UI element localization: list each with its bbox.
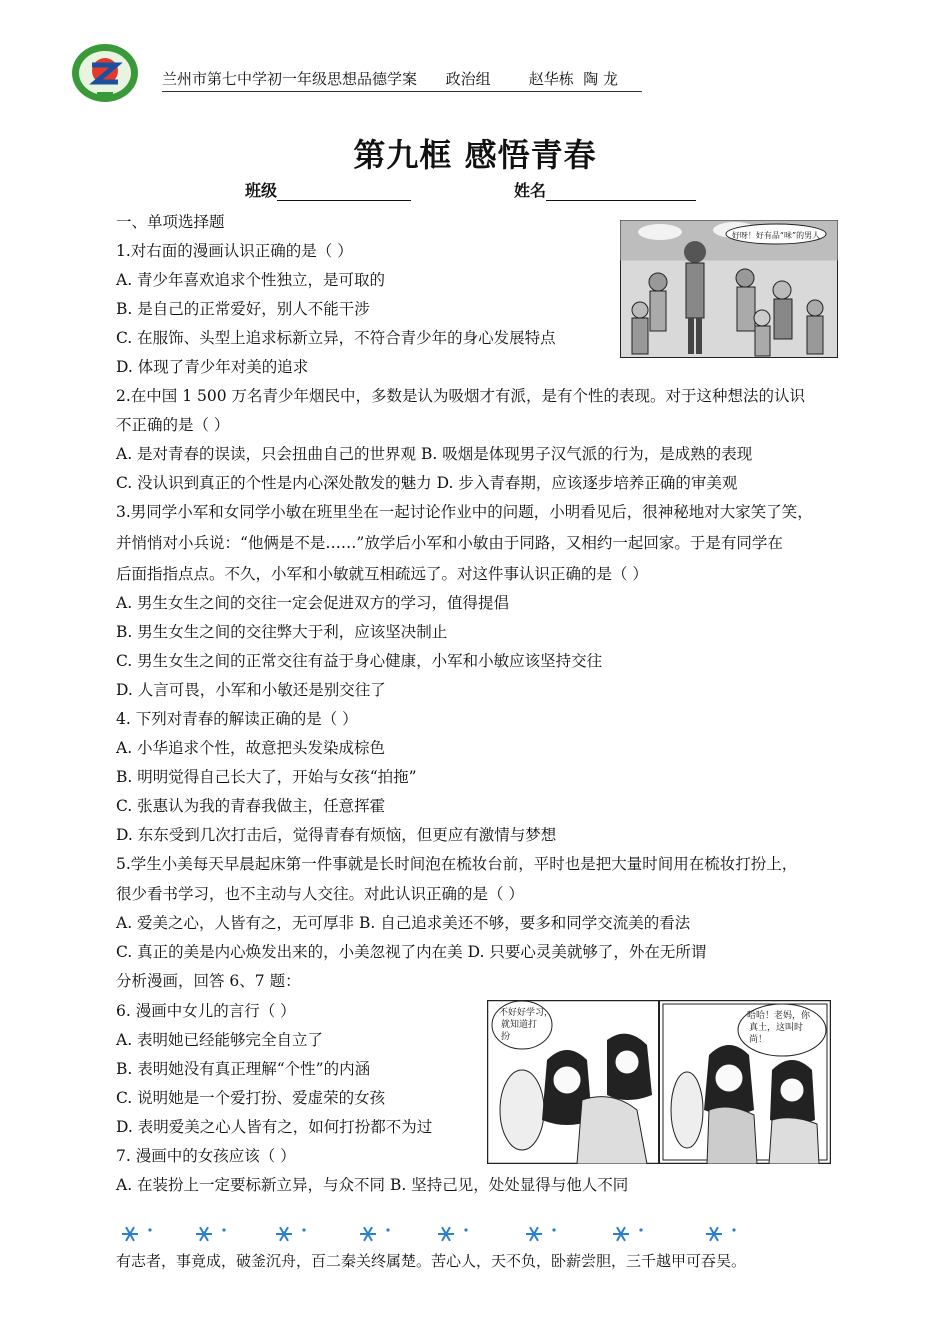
school-logo (70, 42, 140, 104)
content-line: A. 青少年喜欢追求个性独立，是可取的 (116, 271, 386, 289)
comic-image-1 (620, 220, 838, 358)
content-line: 3.男同学小军和女同学小敏在班里坐在一起讨论作业中的问题，小明看见后，很神秘地对大家笑了笑， (116, 503, 813, 521)
content-line: B. 是自己的正常爱好，别人不能干涉 (116, 300, 370, 318)
content-line: 2.在中国 1 500 万名青少年烟民中，多数是认为吸烟才有派，是有个性的表现。对于这种想法的认识 (116, 387, 806, 405)
class-field[interactable] (245, 178, 411, 201)
content-line: 4. 下列对青春的解读正确的是（ ） (116, 710, 358, 728)
content-line: D. 东东受到几次打击后，觉得青春有烦恼，但更应有激情与梦想 (116, 826, 557, 844)
content-line: A. 是对青春的误读，只会扭曲自己的世界观 B. 吸烟是体现男子汉气派的行为，是成熟的表现 (116, 445, 753, 463)
content-line: A. 小华追求个性，故意把头发染成棕色 (116, 739, 386, 757)
snowflake-icon (706, 1227, 736, 1241)
content-line: C. 说明她是一个爱打扮、爱虚荣的女孩 (116, 1089, 386, 1107)
content-line: B. 明明觉得自己长大了，开始与女孩“拍拖” (116, 768, 417, 786)
content-line: A. 在装扮上一定要标新立异，与众不同 B. 坚持己见，处处显得与他人不同 (116, 1176, 629, 1194)
content-line: C. 男生女生之间的正常交往有益于身心健康，小军和小敏应该坚持交往 (116, 652, 603, 670)
comic2-left-line-1: 不好好学习， (499, 1008, 554, 1018)
snowflake-icon (613, 1227, 643, 1241)
content-line: C. 真正的美是内心焕发出来的，小美忽视了内在美 D. 只要心灵美就够了，外在无所谓 (116, 943, 707, 961)
name-blank[interactable] (546, 184, 696, 201)
content-line: 7. 漫画中的女孩应该（ ） (116, 1147, 296, 1165)
snowflake-decoration (116, 1222, 766, 1246)
content-line: 很少看书学习，也不主动与人交往。对此认识正确的是（ ） (116, 885, 524, 903)
content-line: 5.学生小美每天早晨起床第一件事就是长时间泡在梳妆台前，平时也是把大量时间用在梳妆打扮上， (116, 855, 798, 873)
content-line: 一、单项选择题 (116, 213, 225, 231)
name-label: 姓名 (514, 181, 547, 200)
content-line: A. 爱美之心，人皆有之，无可厚非 B. 自己追求美还不够，要多和同学交流美的看法 (116, 914, 691, 932)
snowflake-icon (196, 1227, 226, 1241)
content-line: A. 男生女生之间的交往一定会促进双方的学习，值得提倡 (116, 594, 510, 612)
content-line: 6. 漫画中女儿的言行（ ） (116, 1002, 296, 1020)
header-text: 兰州市第七中学初一年级思想品德学案 政治组 赵华栋 陶 龙 (162, 68, 642, 92)
content-line: D. 人言可畏，小军和小敏还是别交往了 (116, 681, 386, 699)
snowflake-icon (122, 1227, 152, 1241)
name-field[interactable] (514, 178, 696, 201)
comic2-left-line-3: 扮 (501, 1032, 511, 1042)
class-blank[interactable] (277, 184, 411, 201)
snowflake-icon (526, 1227, 556, 1241)
content-line: 分析漫画，回答 6、7 题： (116, 972, 301, 990)
page-title: 第九框 感悟青春 (353, 136, 597, 174)
class-label: 班级 (245, 181, 278, 200)
content-line: B. 男生女生之间的交往弊大于利，应该坚决制止 (116, 623, 448, 641)
footer-motto: 有志者，事竟成，破釜沉舟，百二秦关终属楚。苦心人，天不负，卧薪尝胆，三千越甲可吞吴。 (116, 1252, 747, 1270)
content-line: C. 张惠认为我的青春我做主，任意挥霍 (116, 797, 386, 815)
comic2-right-line-2: 真土，这叫时 (749, 1023, 804, 1033)
content-line: A. 表明她已经能够完全自立了 (116, 1031, 324, 1049)
content-line: C. 在服饰、头型上追求标新立异，不符合青少年的身心发展特点 (116, 329, 556, 347)
comic2-left-line-2: 就知道打 (501, 1020, 538, 1030)
content-line: C. 没认识到真正的个性是内心深处散发的魅力 D. 步入青春期，应该逐步培养正确的审美观 (116, 474, 738, 492)
comic-image-2 (487, 1000, 831, 1164)
content-line: 1.对右面的漫画认识正确的是（ ） (116, 242, 353, 260)
content-line: D. 表明爱美之心人皆有之，如何打扮都不为过 (116, 1118, 433, 1136)
snowflake-icon (438, 1227, 468, 1241)
comic2-right-line-1: 哈哈！老妈，你 (747, 1011, 811, 1021)
snowflake-icon (360, 1227, 390, 1241)
content-line: B. 表明她没有真正理解“个性”的内涵 (116, 1060, 371, 1078)
content-line: 并悄悄对小兵说：“他俩是不是……”放学后小军和小敏由于同路，又相约一起回家。于是有同学在 (116, 534, 783, 552)
comic1-bubble-text: 好呀！好有品“味”的男人 (731, 231, 821, 240)
content-line: 不正确的是（ ） (116, 416, 230, 434)
comic2-right-line-3: 尚！ (749, 1035, 768, 1045)
content-line: D. 体现了青少年对美的追求 (116, 358, 309, 376)
snowflake-icon (276, 1227, 306, 1241)
content-line: 后面指指点点。不久，小军和小敏就互相疏远了。对这件事认识正确的是（ ） (116, 565, 648, 583)
